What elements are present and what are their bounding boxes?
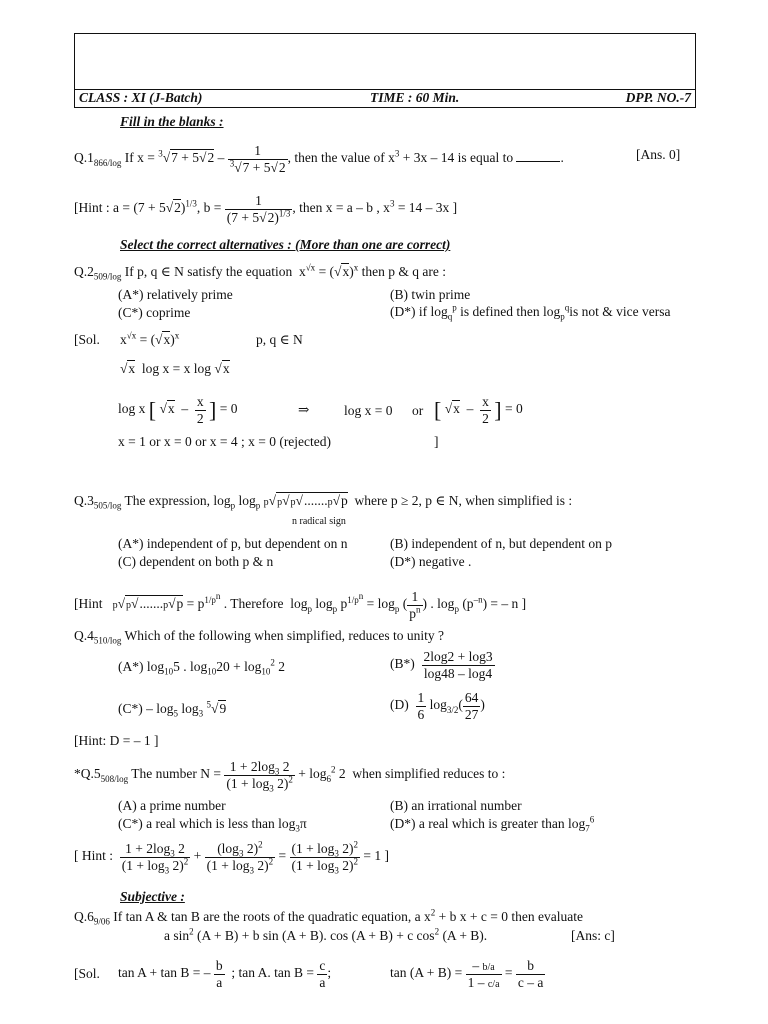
q2-option-c: (C*) coprime	[118, 305, 191, 320]
q3-option-d: (D*) negative .	[390, 554, 472, 569]
q3-line: $Q.3_{505/log}$ The expression, $\log_p \log_p p√p√p√.......p√p$ where p ≥ 2, p ∈ N, when simplified is :	[74, 493, 573, 511]
q4-b-numerator: 2log2 + log3	[423, 649, 493, 664]
q5-text: The number N =	[131, 766, 221, 782]
q3-sub: 505/log	[93, 500, 122, 511]
section-select-alternatives: Select the correct alternatives : (More than one are correct)	[120, 237, 451, 252]
q1-hint-c: , then x = a – b , x	[292, 200, 390, 216]
q6-sol-line: tan A + tan B = – $\frac{b}{a}$ ; tan A. tan B = $\frac{c}{a}$ ;	[118, 958, 332, 990]
q2-text: If p, q ∈ N satisfy the equation	[124, 264, 293, 279]
q1-hint: [Hint : $a = (7 + 5√2)^{1/3}$, b = $\frac{1}{(7 + 5√2)^{1/3}}$ , then x = a – b , $x^3 = 14 - 3x$ ]	[74, 193, 458, 225]
q6-number: Q.6	[74, 909, 94, 924]
q2-sol-close: ]	[434, 434, 439, 449]
q3-text: The expression,	[124, 493, 211, 508]
q2-sub: 509/log	[93, 271, 122, 282]
q5-hint: [ Hint : $\frac{1 + 2\log_3 2}{(1 + \log_3 2)^2}$ + $\frac{(\log_3 2)^2}{(1 + \log_3 2)^2}$ = $\frac{(1 + \log_3 2)^2}{(1 + \log_3 2)^2}$ = 1 ]	[74, 839, 389, 876]
q4-option-a: (A*) $\log_{10}5$ . $\log_{10}20 + \log_{10}^2 2$	[118, 657, 286, 677]
implies-symbol: ⇒	[298, 402, 310, 417]
q4-text: Which of the following when simplified, reduces to unity ?	[124, 628, 444, 643]
section-subjective: Subjective :	[120, 889, 185, 904]
q4-hint: [Hint: D = – 1 ]	[74, 733, 159, 748]
time-label: TIME : 60 Min.	[370, 90, 460, 105]
q2-sol-line3: log x [ √x – $\frac{x}{2}$ ] = 0	[118, 394, 238, 426]
title-box	[74, 33, 696, 90]
q6-sol-label: [Sol.	[74, 966, 100, 981]
q2-option-d: (D*) if $\log_q^p$ is defined then $\log_p^qis$ not & vice versa	[390, 302, 671, 322]
q1-fraction: $\frac{1}{^3√7 + 5√2}$	[229, 143, 286, 175]
q6-answer: [Ans: c]	[571, 928, 615, 943]
q3-option-c: (C) dependent on both p & n	[118, 554, 274, 569]
q2-or: or	[412, 403, 424, 418]
q5-line: $*Q.5_{508/log}$ The number N = $\frac{1 + 2\log_3 2}{(1 + \log_3 2)^2}$ + $\log_6^2 2$ when simplified reduces to :	[74, 759, 506, 794]
q2-number: Q.2	[74, 264, 94, 279]
q4-sub: 510/log	[93, 635, 122, 646]
header-bar	[74, 88, 696, 108]
q3-number: Q.3	[74, 493, 94, 508]
q2-sol-eq: $x^{√x} = (√x)^x$	[120, 330, 180, 347]
dpp-label: DPP. NO.-7	[625, 90, 691, 105]
q1-hint-d: = 14 – 3x ]	[394, 200, 458, 216]
q2-sol-bracket2: [ √x – $\frac{x}{2}$ ] = 0	[434, 394, 523, 426]
q1-answer: [Ans. 0]	[636, 147, 681, 162]
q4-number: Q.4	[74, 628, 94, 643]
q2-option-b: (B) twin prime	[390, 287, 471, 302]
q2-text-b: then p & q are :	[361, 264, 446, 279]
q4-option-d: (D) $\frac{1}{6}$ $\log_{3/2}$( $\frac{64}{27}$ )	[390, 690, 485, 722]
q1-sub: 866/log	[93, 157, 122, 168]
q1-hint-b: , b =	[196, 200, 222, 216]
q1-number: Q.1	[74, 150, 94, 166]
class-label: CLASS : XI (J-Batch)	[79, 90, 203, 105]
q2-sol-label: [Sol.	[74, 332, 100, 347]
q2-sol-line4: x = 1 or x = 0 or x = 4 ; x = 0 (rejected)	[118, 434, 332, 449]
q6-sub: 9/06	[93, 916, 110, 927]
q6-line: $Q.6_{9/06}$ If tan A & tan B are the roots of the quadratic equation, a $x^2 + b$ x + c = 0 then evaluate	[74, 907, 583, 927]
q3-option-b: (B) independent of n, but dependent on p	[390, 536, 612, 551]
q5-option-b: (B) an irrational number	[390, 798, 522, 813]
q1-text-c: + 3x – 14 is equal to	[399, 150, 514, 166]
q5-sub: 508/log	[100, 773, 129, 784]
q4-line	[74, 628, 444, 644]
section-fill-blanks: Fill in the blanks :	[120, 114, 224, 129]
q3-text-b: where p ≥ 2, p ∈ N, when simplified is :	[354, 493, 573, 508]
q4-b-denominator: log48 – log4	[423, 665, 493, 681]
q3-radical-note: n radical sign	[292, 516, 346, 527]
q5-option-a: (A) a prime number	[118, 798, 226, 813]
q1-text-b: , then the value of x	[287, 150, 395, 166]
q2-sol-line2: √x log x = x log √x	[120, 361, 230, 376]
q3-hint: [Hint $p√p√.......p√p = p^{1/p^n}$ . Therefore $\log_p \log_p p^{1/p^n} = \log_p$ ( $\frac{1}{p^n}$ ) . $\log_p (p^{-n})$ = – n ]	[74, 589, 527, 621]
q1-text-a: If x =	[124, 150, 155, 166]
q5-number: *Q.5	[74, 766, 101, 782]
q5-text-b: when simplified reduces to :	[352, 766, 506, 782]
q1-hint-label: [Hint : a =	[74, 200, 130, 216]
q4-option-c: $(C*) - \log_5 \log_3 ^5√9$	[118, 699, 227, 719]
q5-option-d: (D*) a real which is greater than $\log_7^6$	[390, 814, 595, 834]
q4-option-b: (B*) $\frac{2\log 2 + \log 3}{\log 48 - \log 4}$	[390, 649, 493, 681]
q1-line: $Q.1_{866/log}$ If x = $^3$√7 + 5√2 – $\frac{1}{^3√7 + 5√2}$ , then the value of $x^3 + 3x - 14$ is equal to .	[74, 143, 564, 175]
q5-option-c: (C*) a real which is less than $\log_3\pi$	[118, 816, 307, 834]
q2-option-a: (A*) relatively prime	[118, 287, 233, 302]
q3-option-a: (A*) independent of p, but dependent on n	[118, 536, 348, 551]
q1-blank	[516, 161, 560, 162]
q2-logx0: log x = 0	[344, 403, 393, 418]
q2-line: $Q.2_{509/log}$ If p, q ∈ N satisfy the equation $x^{√x} = (√x)^x$ then p & q are :	[74, 262, 446, 282]
q6-line2: a $\sin^2 (A + B) + b$ sin (A + B). cos (A + B) + c $\cos^2 (A + B)$.	[164, 926, 488, 943]
q6-sol-tan: tan (A + B) = $\frac{- b/a}{1 - c/a}$ = $\frac{b}{c - a}$	[390, 958, 544, 990]
q2-sol-pq: p, q ∈ N	[256, 332, 303, 347]
